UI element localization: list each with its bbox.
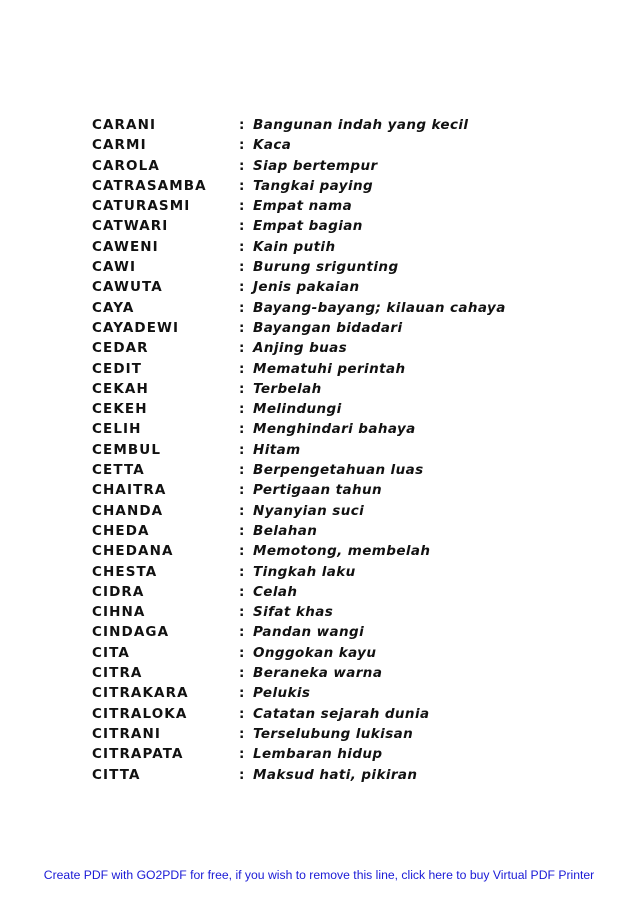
glossary-separator: :: [239, 299, 245, 316]
glossary-definition: Pelukis: [253, 685, 311, 702]
glossary-term: CEKEH: [92, 401, 148, 418]
glossary-term: CAYADEWI: [92, 319, 180, 336]
glossary-term: CITRALOKA: [92, 705, 188, 722]
glossary-entry: [92, 115, 612, 135]
glossary-term: CEKAH: [92, 380, 149, 397]
glossary-definition: Hitam: [253, 441, 301, 458]
glossary-separator: :: [239, 665, 245, 682]
glossary-term: CEMBUL: [92, 441, 162, 458]
glossary-separator: :: [239, 766, 245, 783]
glossary-entry: [92, 176, 612, 196]
glossary-entry: [92, 521, 612, 541]
glossary-definition: Kaca: [253, 137, 292, 154]
go2pdf-footer-link[interactable]: Create PDF with GO2PDF for free, if you wish to remove this line, click here to buy Virtual PDF Printer: [43, 868, 595, 882]
glossary-term: CHESTA: [92, 563, 158, 580]
glossary-separator: :: [239, 380, 245, 397]
glossary-entry: [92, 704, 612, 724]
glossary-term: CATWARI: [92, 218, 169, 235]
glossary-entry: [92, 480, 612, 500]
glossary-entry: [92, 460, 612, 480]
glossary-definition: Memotong, membelah: [253, 543, 431, 560]
glossary-separator: :: [239, 502, 245, 519]
glossary-separator: :: [239, 157, 245, 174]
glossary-definition: Celah: [253, 583, 298, 600]
glossary-term: CAROLA: [92, 157, 160, 174]
glossary-definition: Maksud hati, pikiran: [253, 766, 418, 783]
glossary-entry: [92, 562, 612, 582]
glossary-separator: :: [239, 482, 245, 499]
glossary-definition: Melindungi: [253, 401, 342, 418]
glossary-separator: :: [239, 705, 245, 722]
glossary-definition: Onggokan kayu: [253, 644, 377, 661]
glossary-separator: :: [239, 279, 245, 296]
glossary-term: CEDIT: [92, 360, 143, 377]
glossary-entry: [92, 318, 612, 338]
glossary-definition: Tangkai paying: [253, 177, 374, 194]
glossary-definition: Terselubung lukisan: [253, 725, 414, 742]
glossary-separator: :: [239, 543, 245, 560]
glossary-entry: [92, 643, 612, 663]
glossary-entry: [92, 338, 612, 358]
glossary-entry: [92, 744, 612, 764]
glossary-entry: [92, 663, 612, 683]
glossary-separator: :: [239, 644, 245, 661]
glossary-term: CAWI: [92, 259, 137, 276]
glossary-entry: [92, 622, 612, 642]
glossary-separator: :: [239, 604, 245, 621]
glossary-term: CARMI: [92, 137, 147, 154]
glossary-term: CHANDA: [92, 502, 164, 519]
glossary-separator: :: [239, 238, 245, 255]
glossary-separator: :: [239, 624, 245, 641]
glossary-separator: :: [239, 685, 245, 702]
glossary-term: CAWUTA: [92, 279, 163, 296]
glossary-definition: Catatan sejarah dunia: [253, 705, 430, 722]
glossary-entry: [92, 602, 612, 622]
glossary-definition: Jenis pakaian: [253, 279, 360, 296]
glossary-entry: [92, 359, 612, 379]
glossary-definition: Siap bertempur: [253, 157, 378, 174]
glossary-separator: :: [239, 401, 245, 418]
glossary-entry: [92, 419, 612, 439]
glossary-separator: :: [239, 421, 245, 438]
glossary-term: CITRAKARA: [92, 685, 189, 702]
glossary-definition: Empat bagian: [253, 218, 363, 235]
glossary-definition: Burung srigunting: [253, 259, 399, 276]
glossary-entry: [92, 724, 612, 744]
glossary-term: CARANI: [92, 117, 157, 133]
glossary-definition: Mematuhi perintah: [253, 360, 406, 377]
glossary-separator: :: [239, 117, 245, 133]
glossary-term: CITRAPATA: [92, 746, 184, 763]
glossary-separator: :: [239, 319, 245, 336]
glossary-separator: :: [239, 177, 245, 194]
glossary-entry: [92, 379, 612, 399]
glossary-definition: Bayang-bayang; kilauan cahaya: [253, 299, 506, 316]
glossary-definition: Menghindari bahaya: [253, 421, 416, 438]
glossary-list: [92, 115, 612, 785]
glossary-entry: [92, 237, 612, 257]
glossary-definition: Belahan: [253, 522, 318, 539]
glossary-entry: [92, 399, 612, 419]
glossary-term: CELIH: [92, 421, 142, 438]
glossary-separator: :: [239, 340, 245, 357]
glossary-separator: :: [239, 360, 245, 377]
glossary-term: CAYA: [92, 299, 135, 316]
glossary-definition: Terbelah: [253, 380, 322, 397]
glossary-term: CIHNA: [92, 604, 146, 621]
glossary-definition: Empat nama: [253, 198, 353, 215]
glossary-term: CETTA: [92, 462, 145, 479]
glossary-term: CHAITRA: [92, 482, 167, 499]
glossary-entry: [92, 765, 612, 785]
glossary-term: CEDAR: [92, 340, 149, 357]
glossary-entry: [92, 216, 612, 236]
glossary-entry: [92, 298, 612, 318]
glossary-definition: Tingkah laku: [253, 563, 356, 580]
glossary-definition: Sifat khas: [253, 604, 334, 621]
glossary-term: CATURASMI: [92, 198, 191, 215]
glossary-definition: Kain putih: [253, 238, 336, 255]
glossary-separator: :: [239, 218, 245, 235]
glossary-definition: Anjing buas: [253, 340, 348, 357]
glossary-definition: Nyanyian suci: [253, 502, 365, 519]
glossary-term: CITA: [92, 644, 130, 661]
glossary-term: CHEDANA: [92, 543, 174, 560]
glossary-separator: :: [239, 441, 245, 458]
glossary-separator: :: [239, 198, 245, 215]
glossary-definition: Berpengetahuan luas: [253, 462, 424, 479]
glossary-definition: Beraneka warna: [253, 665, 383, 682]
glossary-definition: Lembaran hidup: [253, 746, 383, 763]
glossary-separator: :: [239, 583, 245, 600]
glossary-separator: :: [239, 137, 245, 154]
glossary-entry: [92, 541, 612, 561]
glossary-definition: Bayangan bidadari: [253, 319, 403, 336]
glossary-term: CINDAGA: [92, 624, 170, 641]
glossary-definition: Pertigaan tahun: [253, 482, 383, 499]
glossary-entry: [92, 277, 612, 297]
glossary-entry: [92, 501, 612, 521]
glossary-definition: Bangunan indah yang kecil: [253, 117, 469, 133]
glossary-term: CATRASAMBA: [92, 177, 207, 194]
glossary-term: CHEDA: [92, 522, 150, 539]
glossary-separator: :: [239, 259, 245, 276]
glossary-term: CAWENI: [92, 238, 159, 255]
glossary-entry: [92, 156, 612, 176]
glossary-entry: [92, 440, 612, 460]
glossary-entry: [92, 196, 612, 216]
glossary-term: CITTA: [92, 766, 141, 783]
glossary-definition: Pandan wangi: [253, 624, 365, 641]
glossary-separator: :: [239, 746, 245, 763]
glossary-entry: [92, 257, 612, 277]
glossary-term: CIDRA: [92, 583, 145, 600]
glossary-entry: [92, 135, 612, 155]
glossary-term: CITRANI: [92, 725, 162, 742]
glossary-separator: :: [239, 462, 245, 479]
glossary-separator: :: [239, 725, 245, 742]
glossary-term: CITRA: [92, 665, 143, 682]
glossary-entry: [92, 582, 612, 602]
glossary-separator: :: [239, 563, 245, 580]
glossary-entry: [92, 683, 612, 703]
glossary-separator: :: [239, 522, 245, 539]
